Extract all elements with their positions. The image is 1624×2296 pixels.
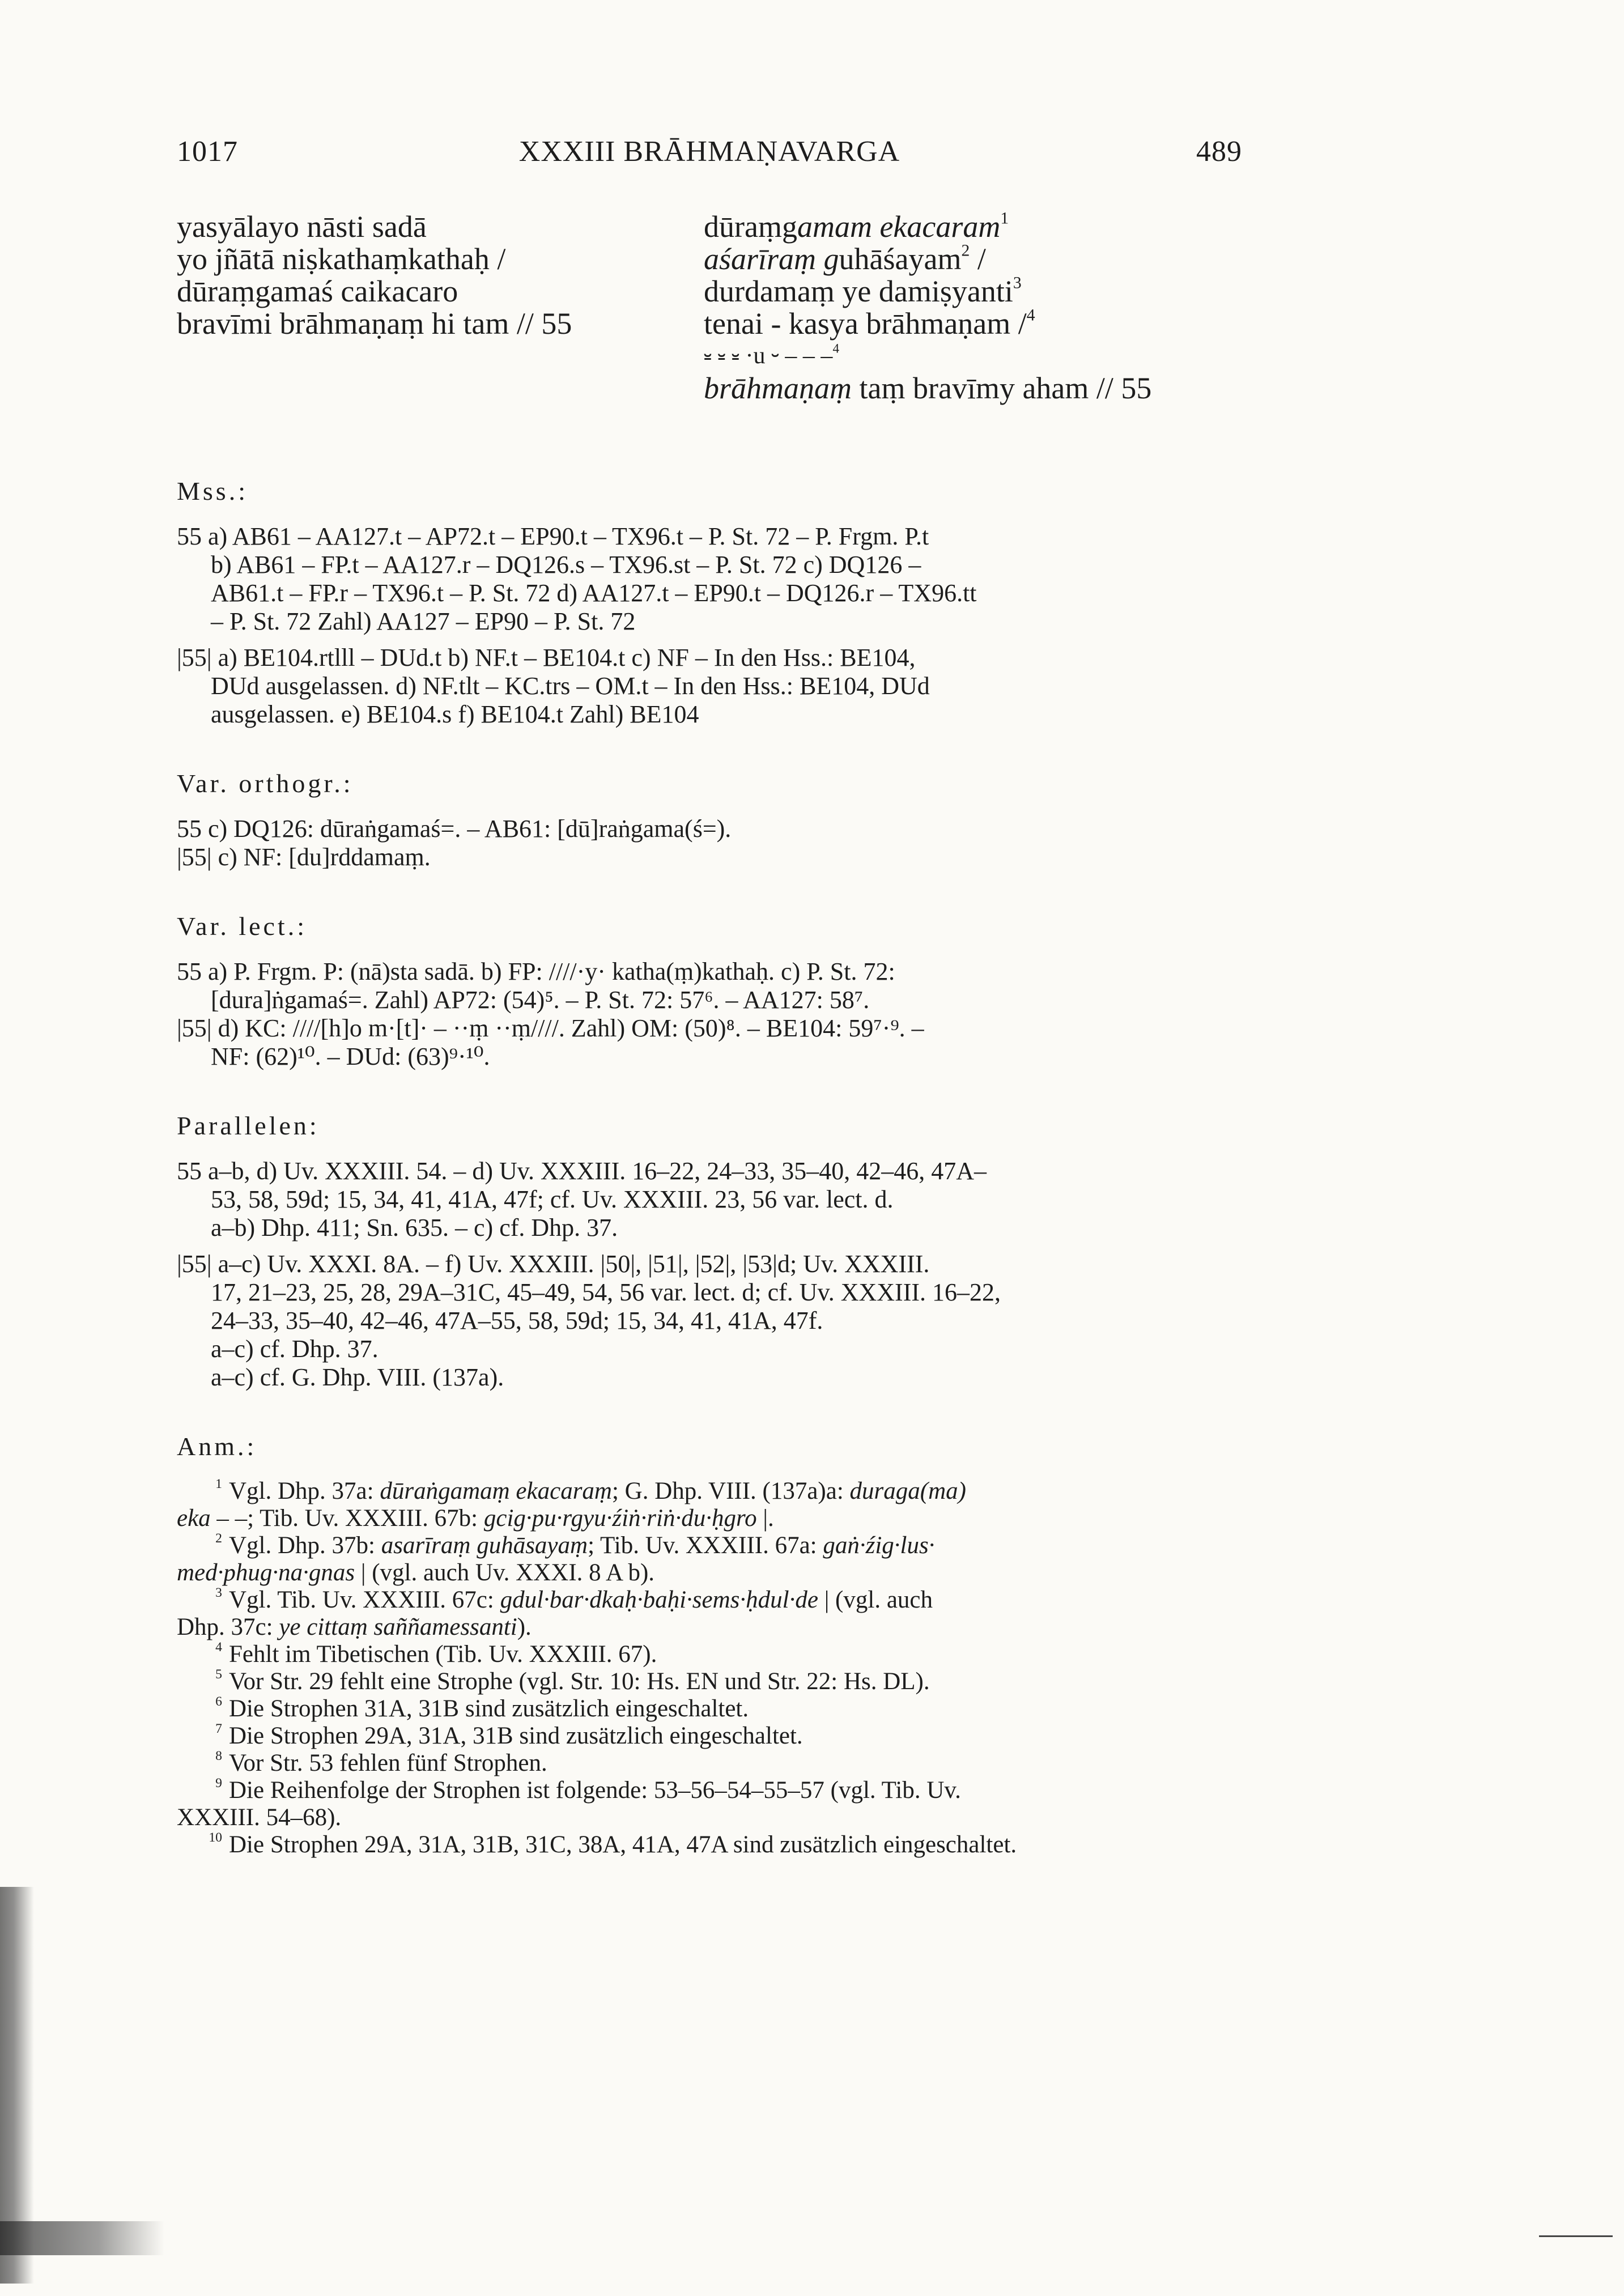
orth-line: |55| c) NF: [du]rddamaṃ.: [177, 843, 431, 871]
footnote: $^7$ Die Strophen 29A, 31A, 31B sind zusätzlich eingeschaltet.: [215, 1721, 803, 1749]
page: [177, 135, 1242, 1859]
scan-rule: [1539, 2235, 1613, 2237]
lect-line: [dura]ṅgamaś=. Zahl) AP72: (54)⁵. – P. St. 72: 57⁶. – AA127: 58⁷.: [211, 986, 870, 1014]
lect-line: 55 a) P. Frgm. P: (nā)sta sadā. b) FP: ////·y· katha(ṃ)kathaḥ. c) P. St. 72:: [177, 958, 895, 985]
section-heading: Anm.:: [177, 1432, 257, 1461]
running-header: [177, 135, 1242, 180]
verse-line: aśarīraṃ guhāśayam$^2$ /: [704, 241, 986, 276]
footnote: $^4$ Fehlt im Tibetischen (Tib. Uv. XXXIII. 67).: [215, 1640, 657, 1668]
section-heading: Parallelen:: [177, 1111, 320, 1140]
pali-stanza: [704, 211, 1151, 405]
page-number-right: 489: [1196, 135, 1242, 168]
verse-line: dūraṃgamaś caikacaro: [177, 274, 458, 308]
footnote: $^8$ Vor Str. 53 fehlen fünf Strophen.: [215, 1749, 547, 1776]
page-number-left: 1017: [177, 135, 238, 168]
notes-section: [177, 1432, 1242, 1859]
footnote: $^9$ Die Reihenfolge der Strophen ist folgende: 53–56–54–55–57 (vgl. Tib. Uv. XXXIII. 54–68).: [177, 1776, 961, 1831]
section-heading: Var. lect.:: [177, 912, 307, 941]
verse-line: yasyālayo nāsti sadā: [177, 210, 427, 244]
sanskrit-stanza: [177, 211, 572, 340]
verse-line: dūraṃgamam ekacaram$^1$: [704, 209, 1009, 244]
footnote: $^2$ Vgl. Dhp. 37b: asarīraṃ guhāsayaṃ; Tib. Uv. XXXIII. 67a: gaṅ·źig·lus· med·phug·na·gnas | (vgl. auch Uv. XXXI. 8 A b).: [177, 1531, 935, 1586]
verse-line: yo jñātā niṣkathaṃkathaḥ /: [177, 242, 506, 276]
verse-line: tenai - kasya brāhmaṇam /$^4$: [704, 306, 1035, 341]
variant-readings-section: [177, 912, 1242, 1071]
footnote: $^6$ Die Strophen 31A, 31B sind zusätzlich eingeschaltet.: [215, 1694, 749, 1722]
footnote: $^3$ Vgl. Tib. Uv. XXXIII. 67c: gdul·bar·dkaḥ·baḥi·sems·ḥdul·de | (vgl. auch Dhp. 37c: ye cittaṃ saññamessanti).: [177, 1585, 933, 1640]
parallels-section: [177, 1112, 1242, 1392]
parallels-paragraph: 55 a–b, d) Uv. XXXIII. 54. – d) Uv. XXXIII. 16–22, 24–33, 35–40, 42–46, 47A– 53, 58, 59d; 15, 34, 41, 41A, 47f; cf. Uv. XXXIII. 23, 56 var. lect. d. a–b) Dhp. 411; Sn. 635. – c) cf. Dhp. 37.: [177, 1157, 987, 1241]
lect-line: NF: (62)¹⁰. – DUd: (63)⁹·¹⁰.: [211, 1043, 490, 1070]
lect-line: |55| d) KC: ////[h]o m·[t]· – ··ṃ ··ṃ////. Zahl) OM: (50)⁸. – BE104: 59⁷·⁹. –: [177, 1014, 924, 1042]
footnote-list: [177, 1478, 1242, 1859]
orth-line: 55 c) DQ126: dūraṅgamaś=. – AB61: [dū]raṅgama(ś=).: [177, 815, 732, 843]
mss-paragraph: 55 a) AB61 – AA127.t – AP72.t – EP90.t – TX96.t – P. St. 72 – P. Frgm. P.t b) AB61 – FP.t – AA127.r – DQ126.s – TX96.st – P. St. 72 c) DQ126 – AB61.t – FP.r – TX96.t – P. St. 72 d) AA127.t – EP90.t – DQ126.r – TX96.tt – P. St. 72 Zahl) AA127 – EP90 – P. St. 72: [177, 522, 977, 635]
footnote: $^1$ Vgl. Dhp. 37a: dūraṅgamaṃ ekacaraṃ; G. Dhp. VIII. (137a)a: duraga(ma) eka – –; Tib. Uv. XXXIII. 67b: gcig·pu·rgyu·źiṅ·riṅ·du·ḥgro |.: [177, 1477, 966, 1532]
running-title: XXXIII BRĀHMAṆAVARGA: [518, 135, 900, 168]
footnote: $^5$ Vor Str. 29 fehlt eine Strophe (vgl. Str. 10: Hs. EN und Str. 22: Hs. DL).: [215, 1667, 930, 1695]
mss-paragraph: |55| a) BE104.rtlll – DUd.t b) NF.t – BE104.t c) NF – In den Hss.: BE104, DUd ausgelassen. d) NF.tlt – KC.trs – OM.t – In den Hss.: BE104, DUd ausgelassen. e) BE104.s f) BE104.t Zahl) BE104: [177, 644, 930, 728]
metre-line: ⏓ ⏓ ⏓ ·u ⏑ – – –$^4$: [704, 341, 839, 369]
verse-block: [177, 211, 1242, 460]
orthography-section: [177, 769, 1242, 871]
verse-line: durdamaṃ ye damiṣyanti$^3$: [704, 274, 1022, 308]
section-heading: Mss.:: [177, 477, 248, 505]
footnote: $^{10}$ Die Strophen 29A, 31A, 31B, 31C, 38A, 41A, 47A sind zusätzlich eingeschaltet.: [209, 1830, 1017, 1858]
section-heading: Var. orthogr.:: [177, 769, 354, 798]
mss-section: [177, 477, 1242, 729]
scan-artifact: [0, 2221, 164, 2255]
parallels-paragraph: |55| a–c) Uv. XXXI. 8A. – f) Uv. XXXIII. |50|, |51|, |52|, |53|d; Uv. XXXIII. 17, 21–23, 25, 28, 29A–31C, 45–49, 54, 56 var. lect. d; cf. Uv. XXXIII. 16–22, 24–33, 35–40, 42–46, 47A–55, 58, 59d; 15, 34, 41, 41A, 47f. a–c) cf. Dhp. 37. a–c) cf. G. Dhp. VIII. (137a).: [177, 1250, 1001, 1391]
verse-line: brāhmaṇaṃ taṃ bravīmy aham // 55: [704, 371, 1152, 405]
verse-line: bravīmi brāhmaṇaṃ hi tam // 55: [177, 307, 572, 341]
